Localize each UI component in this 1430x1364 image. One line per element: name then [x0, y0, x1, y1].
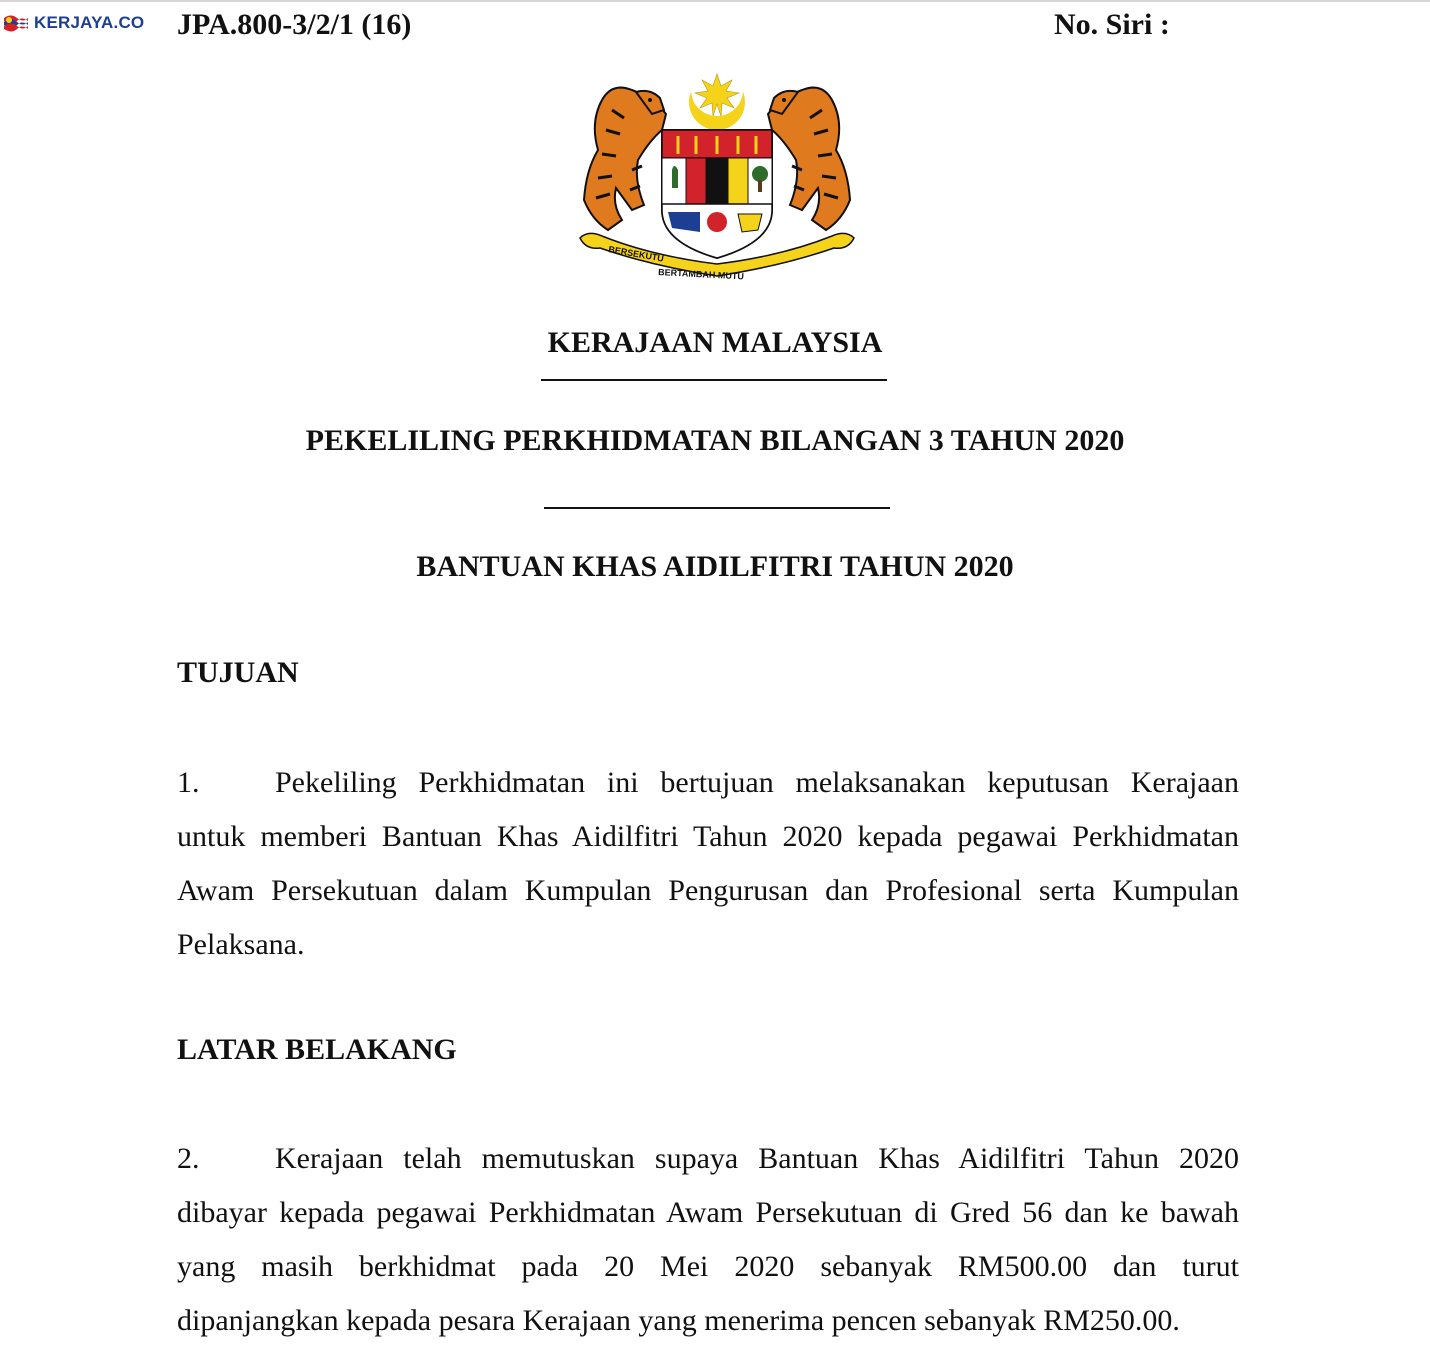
paragraph-1-line-4: Pelaksana. — [177, 928, 305, 961]
motto-left-text: BERSEKUTU — [607, 244, 665, 264]
reference-number: JPA.800-3/2/1 (16) — [177, 8, 412, 41]
paragraph-number: 1. — [177, 766, 200, 799]
paragraph-2-line-2: dibayar kepada pegawai Perkhidmatan Awam Persekutuan di Gred 56 dan ke bawah — [177, 1196, 1239, 1229]
serial-number-label: No. Siri : — [1054, 8, 1170, 41]
title-underline — [541, 379, 887, 381]
paragraph-2-line-3: yang masih berkhidmat pada 20 Mei 2020 sebanyak RM500.00 dan turut — [177, 1250, 1239, 1283]
paragraph-1-line-2: untuk memberi Bantuan Khas Aidilfitri Tahun 2020 kepada pegawai Perkhidmatan — [177, 820, 1239, 853]
brand-logo — [2, 12, 144, 34]
paragraph-1-line-1 — [177, 756, 1239, 810]
document-title: KERAJAAN MALAYSIA — [547, 326, 883, 359]
paragraph-2-line-4: dipanjangkan kepada pesara Kerajaan yang menerima pencen sebanyak RM250.00. — [177, 1304, 1180, 1337]
circular-title: PEKELILING PERKHIDMATAN BILANGAN 3 TAHUN 2020 — [305, 424, 1125, 457]
right-tiger-icon — [768, 88, 850, 230]
malaysia-flag-wave-icon — [2, 12, 30, 34]
paragraph-text: Kerajaan telah memutuskan supaya Bantuan Khas Aidilfitri Tahun 2020 — [275, 1142, 1239, 1175]
motto-center-text: BERTAMBAH MUTU — [657, 267, 745, 282]
paragraph-2-line-1 — [177, 1132, 1239, 1186]
top-border — [0, 0, 1430, 2]
paragraph-number: 2. — [177, 1142, 200, 1175]
paragraph-1-line-3: Awam Persekutuan dalam Kumpulan Pengurusan dan Profesional serta Kumpulan — [177, 874, 1239, 907]
subject-title: BANTUAN KHAS AIDILFITRI TAHUN 2020 — [416, 550, 1014, 583]
shield-icon — [662, 130, 772, 258]
coat-of-arms-icon — [572, 70, 862, 285]
left-tiger-icon — [584, 88, 666, 230]
brand-name: KERJAYA.CO — [34, 13, 145, 32]
section-heading-tujuan: TUJUAN — [177, 656, 299, 689]
crescent-star-icon — [689, 70, 745, 130]
section-heading-latar-belakang: LATAR BELAKANG — [177, 1033, 457, 1066]
paragraph-text: Pekeliling Perkhidmatan ini bertujuan melaksanakan keputusan Kerajaan — [275, 766, 1239, 799]
circular-underline — [544, 507, 890, 509]
